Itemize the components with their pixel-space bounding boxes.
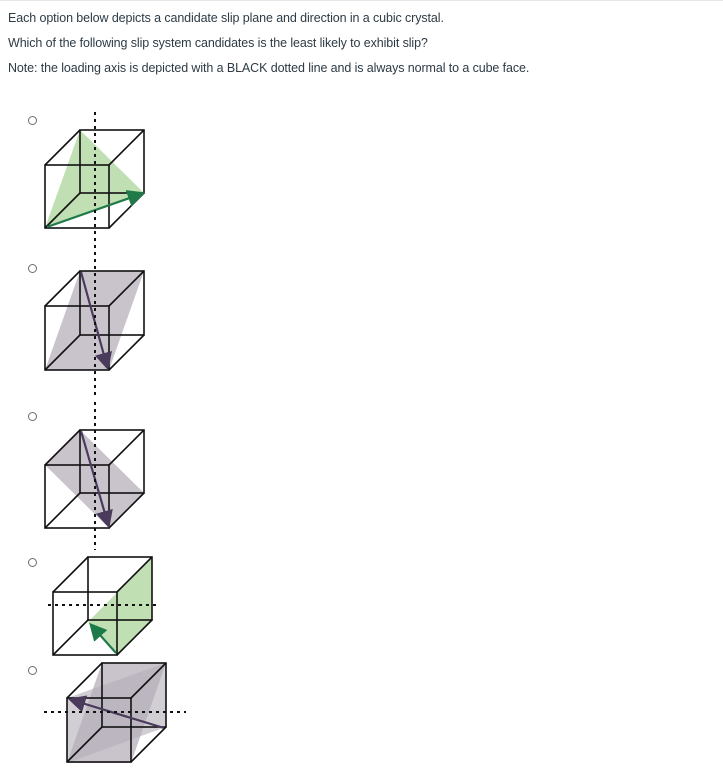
option-e-slip-plane (67, 663, 166, 763)
option-c-slip-plane (45, 430, 144, 528)
option-e-slip-direction-arrow (72, 700, 164, 728)
option-c-cube (45, 430, 144, 528)
question-line-intro: Each option below depicts a candidate slip plane and direction in a cubic crystal. (8, 11, 444, 25)
option-a-slip-direction-arrow (47, 194, 141, 227)
option-e-cube (67, 663, 166, 762)
question-line-note: Note: the loading axis is depicted with a BLACK dotted line and is always normal to a cube face. (8, 61, 530, 75)
option-a-radio[interactable] (28, 116, 37, 125)
option-b-cube (45, 271, 144, 370)
option-d-slip-plane (88, 557, 152, 655)
option-a-slip-plane (45, 130, 144, 228)
option-d-slip-direction-arrow (92, 626, 116, 653)
option-c-radio[interactable] (28, 412, 37, 421)
option-a-cube (45, 130, 144, 228)
option-b-radio[interactable] (28, 264, 37, 273)
option-e-radio[interactable] (28, 666, 37, 675)
option-d-radio[interactable] (28, 558, 37, 567)
question-line-prompt: Which of the following slip system candidates is the least likely to exhibit slip? (8, 36, 428, 50)
option-d-cube (53, 557, 152, 655)
option-e-slip-plane-side (67, 663, 166, 763)
option-c-slip-direction-arrow (81, 431, 108, 524)
option-b-slip-plane (45, 271, 144, 370)
option-b-slip-direction-arrow (81, 272, 107, 366)
